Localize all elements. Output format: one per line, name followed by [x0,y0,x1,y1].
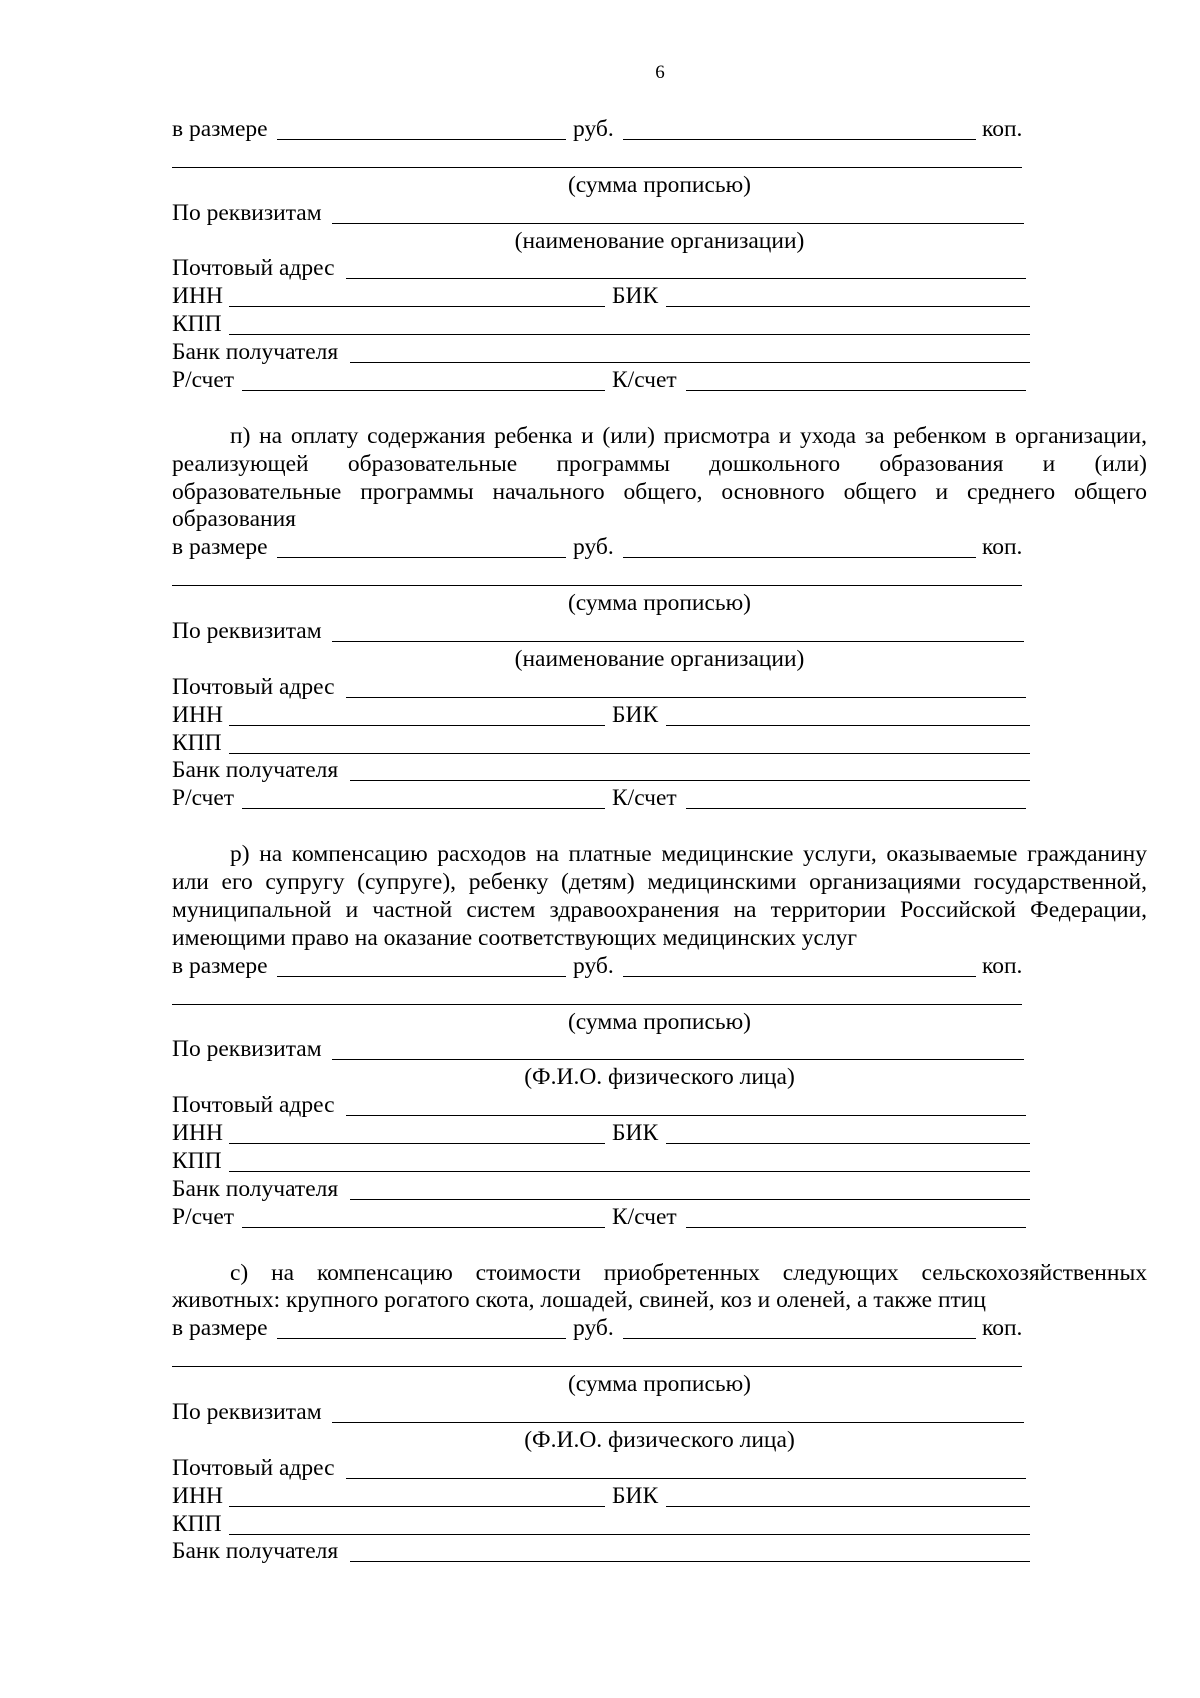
amount-words-caption: (сумма прописью) [567,171,752,198]
details-label: По реквизитам [172,199,322,226]
inn-bik-row [172,1120,1147,1148]
kpp-row [172,311,1147,339]
inn-label: ИНН [172,701,223,728]
inn-bik-row [172,702,1147,730]
amount-row [172,1315,1147,1343]
bank-label: Банк получателя [172,757,339,784]
payee-caption: (Ф.И.О. физического лица) [524,1426,795,1453]
postal-label: Почтовый адрес [172,1092,335,1119]
caption-row [172,228,1147,256]
amount-words-row [172,562,1147,590]
accounts-row [172,367,1147,395]
inn-label: ИНН [172,283,223,310]
bik-field[interactable] [666,1506,1030,1507]
bank-row [172,1176,1147,1204]
corr-account-field[interactable] [686,1227,1026,1228]
amount-words-row [172,1343,1147,1371]
amount-label: в размере [172,534,268,561]
caption-row [172,590,1147,618]
document-body [172,116,1147,1566]
bik-label: БИК [612,701,659,728]
payee-row [172,1399,1147,1427]
payee-caption: (наименование организации) [514,227,805,254]
spacer [172,395,1147,423]
bik-field[interactable] [666,725,1030,726]
amount-words-field[interactable] [172,1366,1022,1367]
bik-label: БИК [612,1120,659,1147]
paragraph-line: имеющими право на оказание соответствующих медицинских услуг [172,924,858,951]
inn-label: ИНН [172,1482,223,1509]
corr-account-field[interactable] [686,808,1026,809]
account-label: Р/счет [172,367,235,394]
kpp-field[interactable] [229,753,1030,754]
paragraph-line: с) на компенсацию стоимости приобретенных следующих сельскохозяйственных [230,1259,1147,1286]
kpp-label: КПП [172,729,222,756]
inn-bik-row [172,283,1147,311]
bank-label: Банк получателя [172,339,339,366]
payee-row [172,200,1147,228]
bank-label: Банк получателя [172,1538,339,1565]
account-field[interactable] [242,390,605,391]
amount-row [172,534,1147,562]
kop-label: коп. [982,534,1023,561]
payee-row [172,1036,1147,1064]
amount-kopecks-field[interactable] [623,1338,976,1339]
amount-words-caption: (сумма прописью) [567,1008,752,1035]
spacer [172,813,1147,841]
amount-words-row [172,981,1147,1009]
amount-words-caption: (сумма прописью) [567,1371,752,1398]
rub-label: руб. [573,952,614,979]
paragraph-line: муниципальной и частной систем здравоохранения на территории Российской Федерации, [172,896,1147,923]
amount-label: в размере [172,116,268,142]
bank-row [172,1538,1147,1566]
amount-words-field[interactable] [172,1004,1022,1005]
paragraph-line: или его супругу (супруге), ребенку (детям) медицинскими организациями государственной, [172,869,1147,896]
payee-field[interactable] [332,223,1024,224]
postal-address-field[interactable] [346,1115,1026,1116]
inn-field[interactable] [229,725,605,726]
postal-row [172,674,1147,702]
amount-words-caption: (сумма прописью) [567,590,752,617]
payee-field[interactable] [332,1059,1024,1060]
accounts-row [172,1204,1147,1232]
postal-label: Почтовый адрес [172,673,335,700]
corr-account-field[interactable] [686,390,1026,391]
kpp-field[interactable] [229,1171,1030,1172]
amount-kopecks-field[interactable] [623,139,976,140]
kop-label: коп. [982,952,1023,979]
caption-row [172,1064,1147,1092]
payee-caption: (наименование организации) [514,645,805,672]
details-label: По реквизитам [172,1036,322,1063]
postal-row [172,1092,1147,1120]
bank-field[interactable] [350,1199,1030,1200]
payee-row [172,618,1147,646]
kpp-label: КПП [172,1147,222,1174]
payee-field[interactable] [332,1422,1024,1423]
amount-kopecks-field[interactable] [623,976,976,977]
bik-label: БИК [612,1482,659,1509]
caption-row [172,1371,1147,1399]
bank-field[interactable] [350,1561,1030,1562]
account-label: Р/счет [172,1203,235,1230]
amount-words-field[interactable] [172,585,1022,586]
details-label: По реквизитам [172,1398,322,1425]
bank-field[interactable] [350,780,1030,781]
amount-label: в размере [172,1315,268,1342]
postal-row [172,255,1147,283]
kpp-row [172,730,1147,758]
kpp-field[interactable] [229,334,1030,335]
amount-row [172,953,1147,981]
account-field[interactable] [242,808,605,809]
payee-caption: (Ф.И.О. физического лица) [524,1064,795,1091]
postal-label: Почтовый адрес [172,255,335,282]
details-label: По реквизитам [172,618,322,645]
account-field[interactable] [242,1227,605,1228]
rub-label: руб. [573,534,614,561]
page-number: 6 [655,62,665,83]
postal-address-field[interactable] [346,1478,1026,1479]
corr-account-label: К/счет [612,785,677,812]
postal-address-field[interactable] [346,278,1026,279]
caption-row [172,1009,1147,1037]
kpp-label: КПП [172,1510,222,1537]
kpp-row [172,1148,1147,1176]
kop-label: коп. [982,1315,1023,1342]
bank-label: Банк получателя [172,1175,339,1202]
kpp-row [172,1511,1147,1539]
rub-label: руб. [573,116,614,142]
kpp-field[interactable] [229,1534,1030,1535]
bik-field[interactable] [666,1143,1030,1144]
inn-label: ИНН [172,1120,223,1147]
paragraph-line: образовательные программы начального общего, основного общего и среднего общего [172,478,1147,505]
payee-field[interactable] [332,641,1024,642]
bik-field[interactable] [666,306,1030,307]
paragraph-line: п) на оплату содержания ребенка и (или) присмотра и ухода за ребенком в организации, [230,422,1147,449]
postal-row [172,1455,1147,1483]
amount-row [172,116,1147,144]
caption-row [172,172,1147,200]
paragraph-line: реализующей образовательные программы дошкольного образования и (или) [172,450,1147,477]
amount-rubles-field[interactable] [277,139,566,140]
accounts-row [172,785,1147,813]
kpp-label: КПП [172,311,222,338]
amount-kopecks-field[interactable] [623,557,976,558]
amount-label: в размере [172,952,268,979]
inn-field[interactable] [229,1143,605,1144]
bik-label: БИК [612,283,659,310]
inn-field[interactable] [229,1506,605,1507]
account-label: Р/счет [172,785,235,812]
corr-account-label: К/счет [612,1203,677,1230]
caption-row [172,1427,1147,1455]
amount-words-row [172,144,1147,172]
paragraph-line: образования [172,506,296,533]
amount-words-field[interactable] [172,167,1022,168]
paragraph-line: р) на компенсацию расходов на платные медицинские услуги, оказываемые гражданину [230,841,1147,868]
amount-rubles-field[interactable] [277,557,566,558]
inn-bik-row [172,1483,1147,1511]
postal-label: Почтовый адрес [172,1454,335,1481]
inn-field[interactable] [229,306,605,307]
bank-field[interactable] [350,362,1030,363]
bank-row [172,757,1147,785]
corr-account-label: К/счет [612,367,677,394]
spacer [172,1232,1147,1260]
postal-address-field[interactable] [346,697,1026,698]
amount-rubles-field[interactable] [277,976,566,977]
kop-label: коп. [982,116,1023,142]
bank-row [172,339,1147,367]
rub-label: руб. [573,1315,614,1342]
amount-rubles-field[interactable] [277,1338,566,1339]
paragraph-line: животных: крупного рогатого скота, лошадей, свиней, коз и оленей, а также птиц [172,1287,986,1314]
caption-row [172,646,1147,674]
